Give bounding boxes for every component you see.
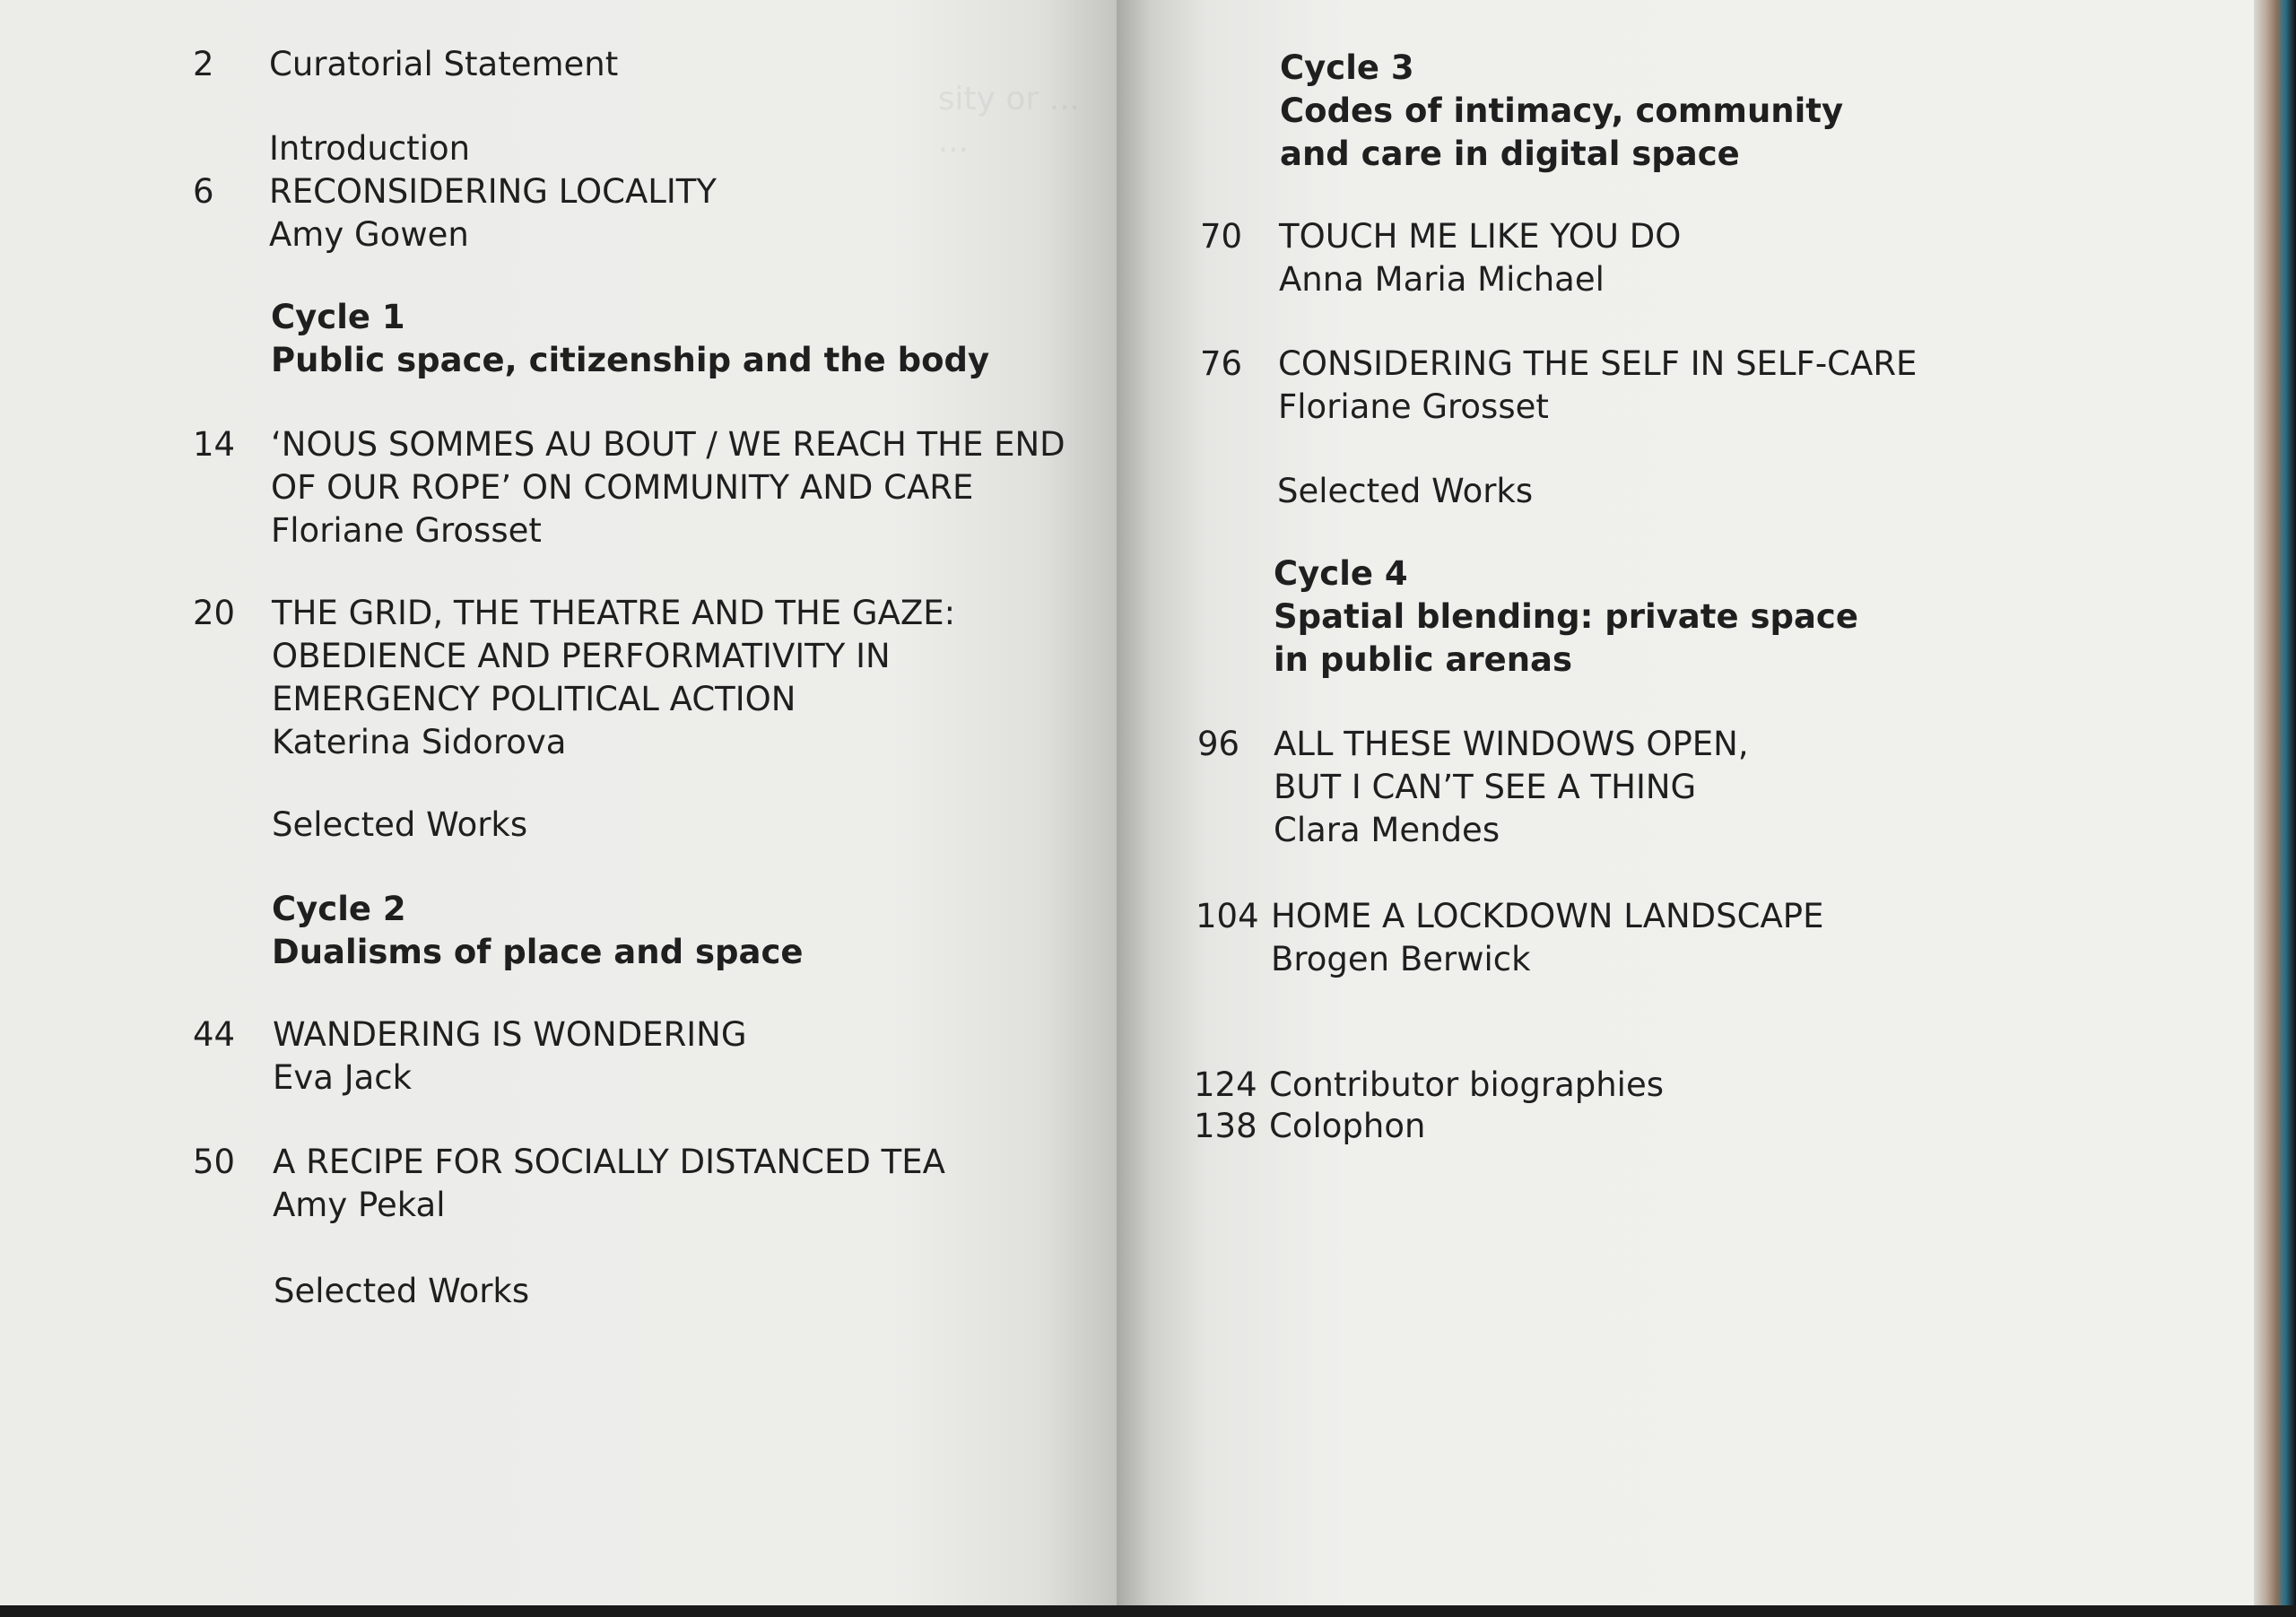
toc-line: Floriane Grosset (1278, 387, 1549, 426)
toc-line: Amy Pekal (273, 1186, 446, 1224)
toc-entry-text (1269, 1105, 1425, 1148)
toc-entry-text (1269, 1064, 1664, 1107)
cycle-heading (1274, 552, 1858, 682)
toc-line: Eva Jack (273, 1058, 413, 1097)
toc-page-number: 124 (1194, 1065, 1257, 1104)
toc-line: Selected Works (1277, 472, 1534, 510)
toc-page-number: 76 (1200, 344, 1243, 383)
show-through-text: sity or ... ... (937, 81, 1080, 160)
toc-line: Clara Mendes (1274, 811, 1500, 849)
toc-line: Amy Gowen (269, 215, 469, 254)
toc-line: WANDERING IS WONDERING (273, 1015, 747, 1054)
toc-entry-text (1279, 215, 1681, 301)
toc-entry-text (273, 1141, 945, 1227)
toc-page-number: 2 (193, 45, 214, 83)
cycle-label: Cycle 3 (1280, 48, 1414, 87)
toc-line: Selected Works (274, 1272, 530, 1310)
cycle-label: Cycle 2 (272, 890, 406, 928)
toc-page-number: 138 (1194, 1107, 1257, 1145)
toc-entry-text (273, 1013, 747, 1100)
toc-entry-text (272, 804, 527, 847)
toc-entry-text (269, 170, 717, 256)
toc-page-number: 96 (1197, 725, 1240, 763)
toc-entry-text (1278, 343, 1917, 429)
toc-entry-text (1277, 470, 1533, 513)
cycle-title: Public space, citizenship and the body (271, 341, 990, 379)
toc-line: ALL THESE WINDOWS OPEN, (1274, 725, 1749, 763)
toc-line: Floriane Grosset (271, 511, 542, 550)
cycle-heading (1280, 47, 1843, 176)
toc-entry-text (269, 127, 470, 170)
toc-entry-text (1274, 723, 1749, 852)
toc-page-number: 6 (193, 172, 214, 211)
cycle-title: Spatial blending: private space (1274, 597, 1858, 636)
toc-line: TOUCH ME LIKE YOU DO (1279, 217, 1682, 256)
toc-line: A RECIPE FOR SOCIALLY DISTANCED TEA (273, 1143, 945, 1181)
toc-page-number: 104 (1196, 897, 1259, 935)
toc-line: Brogen Berwick (1271, 940, 1531, 978)
toc-line: Colophon (1269, 1107, 1426, 1145)
toc-line: Curatorial Statement (269, 45, 619, 83)
toc-page-number: 20 (193, 594, 236, 632)
toc-line: Selected Works (272, 805, 528, 844)
cycle-label: Cycle 4 (1274, 554, 1408, 593)
bottom-edge (0, 1605, 2296, 1617)
toc-line: Introduction (269, 129, 471, 168)
toc-entry-text (271, 423, 1065, 552)
toc-line: CONSIDERING THE SELF IN SELF-CARE (1278, 344, 1918, 383)
cycle-title: Dualisms of place and space (272, 933, 804, 971)
toc-line: ‘NOUS SOMMES AU BOUT / WE REACH THE END (271, 425, 1065, 464)
cycle-title: Codes of intimacy, community (1280, 91, 1844, 130)
toc-line: HOME A LOCKDOWN LANDSCAPE (1271, 897, 1824, 935)
toc-line: OBEDIENCE AND PERFORMATIVITY IN (272, 637, 891, 675)
cycle-label: Cycle 1 (271, 298, 405, 336)
toc-page-number: 44 (193, 1015, 236, 1054)
toc-entry-text (272, 592, 955, 764)
toc-line: OF OUR ROPE’ ON COMMUNITY AND CARE (271, 468, 974, 507)
cycle-title: and care in digital space (1280, 135, 1740, 173)
toc-line: BUT I CAN’T SEE A THING (1274, 768, 1697, 806)
toc-entry-text (1271, 895, 1824, 981)
toc-entry-text (274, 1270, 529, 1313)
toc-line: Anna Maria Michael (1279, 260, 1605, 299)
book-edge (2254, 0, 2296, 1617)
toc-line: RECONSIDERING LOCALITY (269, 172, 718, 211)
toc-line: Katerina Sidorova (272, 723, 567, 761)
cycle-heading (271, 296, 989, 382)
toc-page-number: 14 (193, 425, 236, 464)
toc-line: THE GRID, THE THEATRE AND THE GAZE: (272, 594, 956, 632)
toc-entry-text (269, 43, 618, 86)
toc-line: EMERGENCY POLITICAL ACTION (272, 680, 796, 718)
cycle-heading (272, 888, 804, 974)
toc-page-number: 50 (193, 1143, 236, 1181)
cycle-title: in public arenas (1274, 640, 1573, 679)
toc-page-number: 70 (1200, 217, 1243, 256)
toc-line: Contributor biographies (1269, 1065, 1665, 1104)
